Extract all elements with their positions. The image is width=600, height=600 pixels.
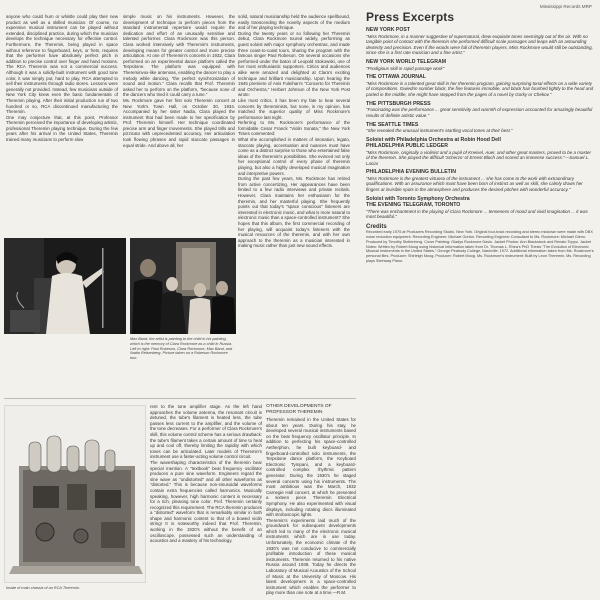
article-column-1-text: anyone who could hum or whistle could play their new product as well as a skilled musician. Of course, no expensive musical instrument can be played without extended, disciplined practice, during which the musician develops the technique necessary for effective control. Furthermore, the Theremin, being played in space without reference to fingerboard, keys, or frets, requires that the performer have absolutely perfect pitch in addition to precise control over finger and hand motions. The RCA Theremin was not a commercial success. Although it was a solidly-built instrument with good tone color, it was simply put, hard to play. RCA attempted to sell their instruments through radio stores. Lessons were generally not provided. Instead, few musicians outside of New York City knew even the basic fundamentals of Theremin playing. After their initial production run of two hundred or so, RCA discontinued manufacturing the Theremin. One may conjecture that, at this point, Professor Theremin perceived the importance of developing artistic, professional Theremin playing technique. During the few years after his arrival in the United States, Theremin trained many musicians to perform slow: [6, 14, 118, 143]
bottom-column-2: [266, 404, 356, 596]
press-title: Press Excerpts: [366, 10, 455, 24]
press-publication: THE PITTSBURGH PRESS: [366, 100, 431, 107]
press-publication: Soloist with Philadelphia Orchestra at Robin Hood Dell PHILADELPHIA PUBLIC LEDGER: [366, 136, 501, 150]
press-quote: "Miss Rockmore, in a manner suggestive of supernatural, drew exquisite tones seemingly out of the air. With no tangible point of contact with the theremin she performed difficult scale passages and leaps with an astounding dexterity and precision. Even if the woods were full of theremin players, Miss Rockmore would still be outstanding, since she is a first rate musician and a fine artist.": [366, 33, 593, 56]
bottom-column-2-text: Theremin remained in the United States for about ten years. During his stay, he developed several musical instruments based on the beat frequency oscillator principle. In addition to perfecting his space-controlled Aetherphon, he built keyboard- and fingerboard-controlled solo instruments, the Terpsitone dance platform, the Keyboard Electronic Tympani, and a keyboard-controlled complex rhythmic pattern generator. During the 1930's he staged several concerts using his instruments. The most ambitious was the March, 1932 Carnegie Hall concert, at which he presented a sixteen piece Theremin Electrical Symphony. He also experimented with visual displays, including rotating discs illuminated with stroboscopic lights. Theremin's experiments laid much of the groundwork for subsequent developments which led to many of the electronic musical instruments which are in use today. Unfortunately, the economic climate of the 1930's was not conducive to commercially profitable introduction of these musical instruments. Theremin returned to his native Russia around 1938. Today he directs the Laboratory of Musical Acoustics of the School of Music at the University of Moscow. His latest development is a space-controlled instrument which enables the performer to play more than one note at a time.—R.M.: [266, 417, 356, 595]
press-quote: "She revealed the unusual instrument's startling vocal tones at their best.": [366, 127, 513, 133]
press-quote: "Fascinating was the performance ... great sensitivity and warmth of expression accounted for amazingly beautiful results of definite artistic value.": [366, 107, 593, 118]
press-quote: "Miss Rockmore, originally a violinist and a pupil of Kneisel, Auer, and other great masters, proved to be a master of the theremin. She played the difficult 'Scherzo' of Ernest Bloch and scored an immense success."—Samuel L. Laciar: [366, 149, 592, 166]
article-column-3: [238, 14, 350, 392]
photo-caption-2: Inside of main chassis of an RCA Theremin.: [6, 586, 80, 590]
article-column-2-text: simple music on his instruments. However, the development of technique to perform pieces from the standard instrumental repertoire would require the dedication and effort of an unusually sensitive and talented performer. Clara Rockmore was this person. Clara worked intensively with Theremin's instruments, developing means for greater control and more precise articulation. At one of Theremin's concerts in 1932, Clara performed on an experimental dance platform called the Terpsitone. The platform was equipped with Thereminvox-like antennas, enabling the dancer to play a melody while dancing, "the perfect synchronization of sound and motion." Clara recalls that Prof. Theremin asked her to perform on the platform, "because none of the dancers who tried it could carry a tune." Ms. Rockmore gave her first solo Theremin concert at New York's Town Hall, on October 30, 1934. Accompanied by her sister Nadia, Clara played the instrument that had been made to her specification by Prof. Theremin himself. Her technique coordinated precise arm and finger movements. She played trills and pizzicato with unprecedented accuracy. Her articulation took flowing phrases and rapid staccato passages in equal stride. And above all, her: [123, 14, 235, 148]
press-publication: THE SEATTLE TIMES: [366, 121, 419, 128]
press-publication: NEW YORK WORLD TELEGRAM: [366, 59, 447, 66]
press-publication: PHILADELPHIA EVENING BULLETIN: [366, 169, 457, 176]
section-divider: [4, 398, 356, 399]
article-column-1: [6, 14, 118, 232]
press-quote: "Miss Rockmore is the greatest virtuoso of the instrument ... she has come to the work with extraordinary qualifications. With an assurance which must have been born of instinct as well as skill, she calmly draws her fingers at invisible spots in the atmosphere and produces the desired pitches with wonderful accuracy.": [366, 175, 583, 193]
photo-caption-1: Max Band, the artist is painting to the child in his painting, which is the memory of Clara Rockmore as a child in Russia. Left to right: Paul Robeson, Clara Rockmore, Max Band, and Nadia Reisenberg. Picture taken on a Robeson Rockmore tour.: [130, 337, 233, 361]
photo-rca-chassis: [4, 405, 146, 583]
press-item: [366, 169, 594, 192]
photo-group-painting: [130, 238, 236, 334]
bottom-column-2-title: OTHER DEVELOPMENTS OF PROFESSOR THEREMIN: [266, 404, 332, 415]
credits-title: Credits: [366, 223, 387, 230]
press-item: [366, 137, 594, 167]
credits-text: Recorded early 1975 at Producers Recording Studio, New York. Original four-track recording and stereo mixdown were made with DBX noise reduction equipment. Recording Engineer: Michael Gorton. Recording Engineer Consultant to Ms. Rockmore: Michael Glenn. Produced by Timothy Stoltenberg. Cover Painting: Gladys Rockmore Davis. Jacket Photos: Ann Blackstock and Renato Toppo. Jacket Notes: Written by Robert Moog using historical information taken from Dr. Thomas L. Rhea's PhD Thesis "The Evolution of Electronic Musical Instruments in the United States," George Peabody College, Nashville, 1972. Additional information taken from Ms. Rockmore's personal files. Producer: Shirleigh Moog. Producer: Robert Moog. Ms. Rockmore's instrument: Built by Leon Theremin. Ms. Recording plays Steinway Piano.: [366, 229, 594, 264]
bottom-column-1-text: rent to the tone amplifier stage. As the left hand approaches the volume antenna, the resonant circuit is detuned, the tube's filament is heated less, the tube passes less current to the amplifier, and the volume of the tone decreases. For a performer of Clara Rockmore's skill, this volume control scheme has a serious drawback: the tube's filament takes a certain amount of time to heat up and cool off, thereby limiting the rapidity with which tones can be articulated. Later models of Theremin's instrument use a faster-acting volume control circuit. The waveshaping characteristics of the theremin bear special mention. A "textbook" beat frequency oscillator produces a pure sine waveform. Engineers regard the sine wave as "undistorted" and all other waveforms as "distorted." This is because non-sinusoidal waveforms contain extra frequencies called harmonics. Musically speaking, however, high harmonic content is necessary for a rich, pleasing tone color. Prof. Theremin certainly recognized this requirement. The RCA theremin produces a "distorted" waveform that is remarkably similar in both shape and harmonic content to that of a bowed violin string! It is noteworthy indeed that Prof. Theremin, working in the 1920's without the benefit of an oscilloscope, possessed such an understanding of acoustics and a mastery of his technology.: [150, 404, 262, 544]
photo-rca-chassis-image: [5, 406, 146, 583]
press-quote: "Prodigious skill in rapid passage work": [366, 65, 445, 71]
press-items: [366, 27, 594, 220]
press-item: [366, 74, 594, 97]
article-column-3-text: solid, natural musicianship held the audience spellbound, easily transcending the novelty aspects of the medium and of her playing technique. During the twenty years or so following her Theremin debut, Clara Rockmore toured widely, performing as guest soloist with major symphony orchestras, and made three coast-to-coast tours, sharing the program with the famous singer Paul Robeson. On several occasions she performed under the baton of Leopold Stokowski, one of her most enthusiastic supporters. Critics and audiences alike were amazed and delighted at Clara's exciting technique and brilliant musicianship. Upon hearing the 1945 premiere of Anis Fuleihan's "Concerto for Theremin and Orchestra," Herbert Johnson of the New York Post wrote: Like most critics, it has been my fate to hear several concerts by thereminists, but none, in my opinion, has matched the superior quality of Miss Rockmore's performance last night. Referring to Ms. Rockmore's performance of the formidable Cesar Franck "Violin Sonata," the New York Times commented: What she accomplished in matters of intonation, legato, staccato playing, accentuation and nuances must have come as a distinct surprise to those who entertained false ideas of the theremin's possibilities. She evinced not only her exceptional control of every phase of theremin playing, but also a highly developed musical imagination and interpretive powers. During the past few years, Ms. Rockmore has retired from active concertizing. Her appearances have been limited to a few radio interviews and private recitals. However, Clara maintains her enthusiasm for the theremin, and her masterful playing. She frequently points out that today's "space conscious" listeners are interested in electronic music, and what is more natural to electronic music than a space-controlled instrument? She hopes that this album, the first commercial recording of her playing, will acquaint today's listeners with the musical resources of the theremin, and with her own approach to the theremin as a musician interested in making music rather than just new sound effects.: [238, 14, 350, 249]
bottom-column-1: [150, 404, 262, 594]
photo-clara-theremin: [4, 238, 126, 334]
press-publication: THE OTTAWA JOURNAL: [366, 74, 426, 81]
press-item: [366, 27, 594, 56]
photo-group-painting-image: [130, 238, 236, 334]
header-label: Mississippi Records MRP: [539, 4, 592, 9]
press-quote: "Miss Rockmore is a talented great skill in her theremin program, gaining surprising tonal effects on a wide variety of compositions. Gwiedrin somber black, the fine features immobile, and black hair brushed tightly to the head and parted in the middle, she might have stepped from the pages of a novel by Gorky or Chekov.": [366, 80, 594, 97]
press-item: [366, 196, 594, 220]
press-item: [366, 122, 594, 134]
press-publication: NEW YORK POST: [366, 27, 411, 34]
press-excerpts-column: [366, 10, 594, 596]
press-item: [366, 101, 594, 119]
press-publication: Soloist with Toronto Symphony Orchestra THE EVENING TELEGRAM, TORONTO: [366, 195, 470, 209]
press-item: [366, 59, 594, 71]
photo-clara-theremin-image: [4, 238, 126, 334]
article-column-2: [123, 14, 235, 232]
press-quote: "There was enchantment in the playing of Clara Rockmore ... tenseness of mood and vivid imagination ... it was most beautiful.": [366, 208, 588, 220]
